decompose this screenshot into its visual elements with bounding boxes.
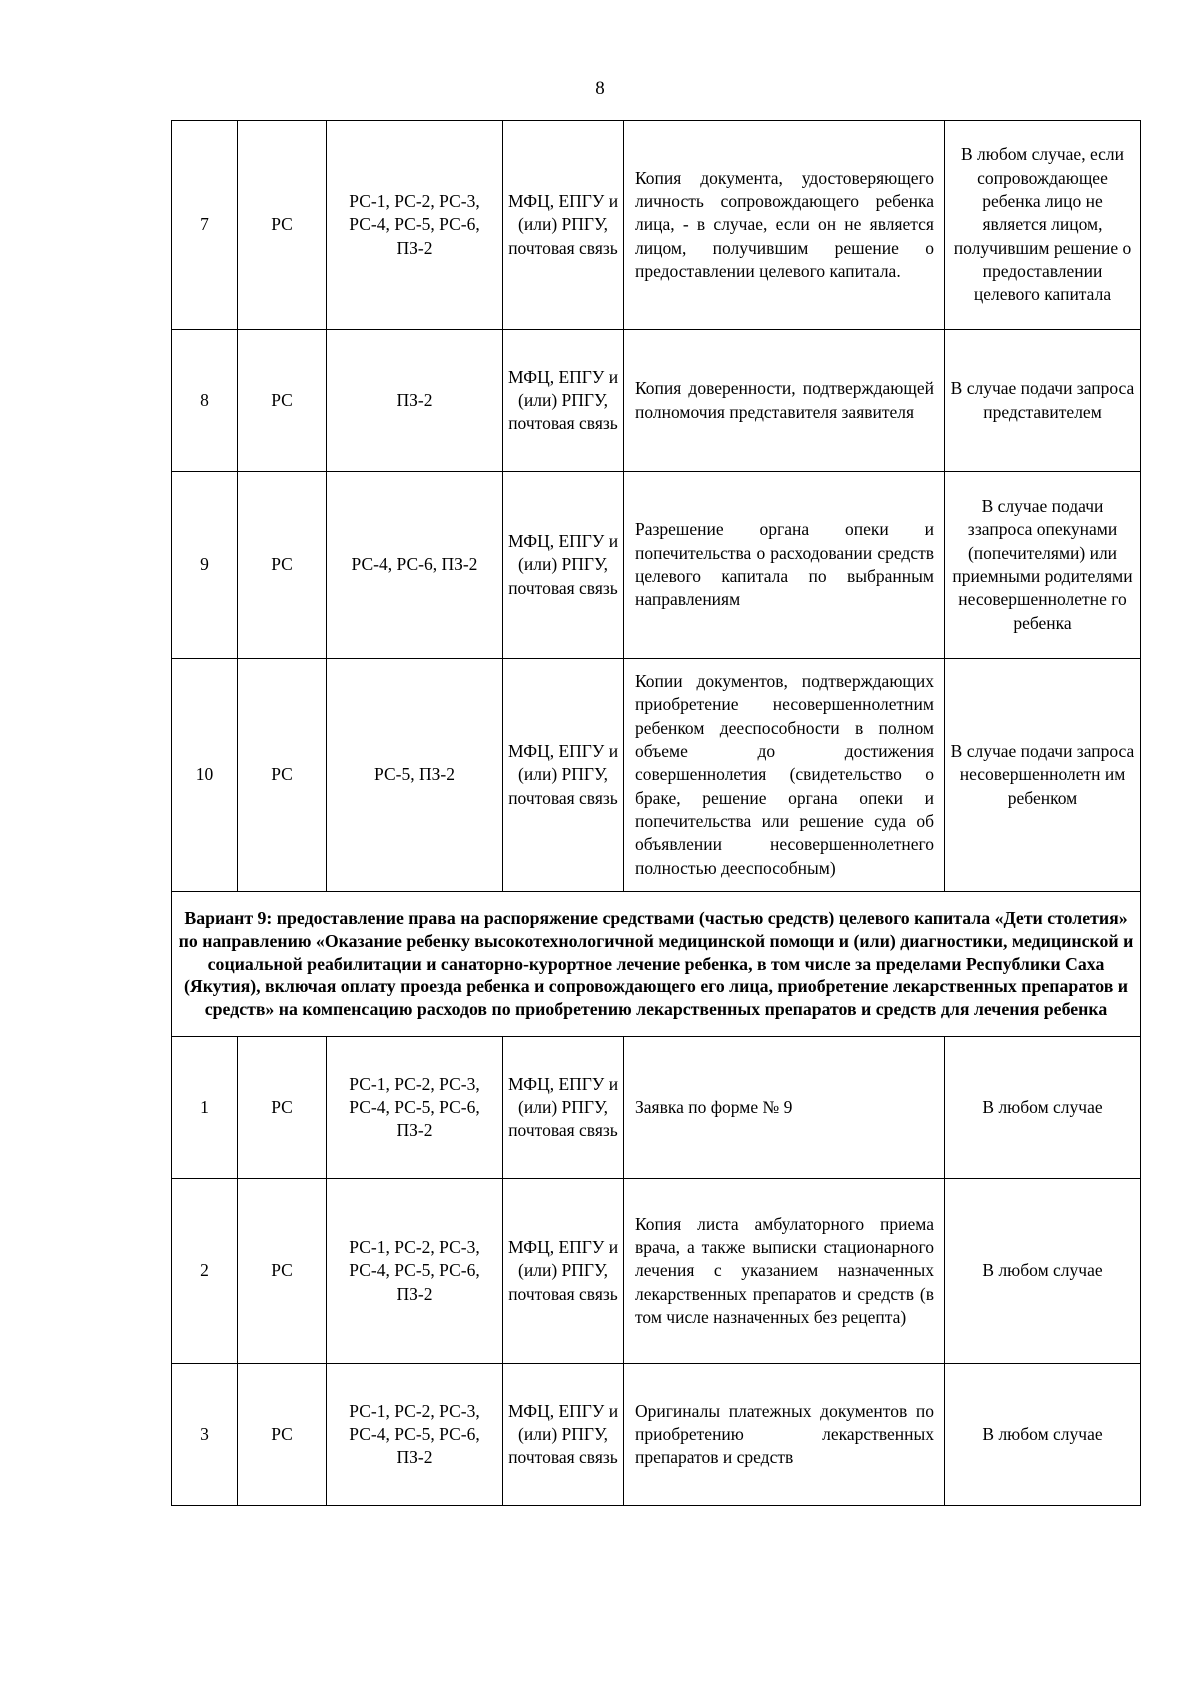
- section-header-row: [172, 892, 1141, 1037]
- row-number: 1: [172, 1037, 238, 1179]
- applicant-category: РС: [238, 121, 327, 330]
- submission-condition: В любом случае: [945, 1179, 1141, 1364]
- table-row: [172, 659, 1141, 892]
- applicant-codes: РС-1, РС-2, РС-3, РС-4, РС-5, РС-6, ПЗ-2: [327, 1179, 503, 1364]
- applicant-category: РС: [238, 330, 327, 472]
- applicant-category: РС: [238, 1179, 327, 1364]
- applicant-codes: РС-1, РС-2, РС-3, РС-4, РС-5, РС-6, ПЗ-2: [327, 121, 503, 330]
- submission-condition: В любом случае: [945, 1037, 1141, 1179]
- submission-channel: МФЦ, ЕПГУ и (или) РПГУ, почтовая связь: [503, 1364, 624, 1506]
- table-row: [172, 1364, 1141, 1506]
- submission-channel: МФЦ, ЕПГУ и (или) РПГУ, почтовая связь: [503, 1037, 624, 1179]
- submission-condition: В любом случае, если сопровождающее ребенка лицо не является лицом, получившим решение о предоставлении целевого капитала: [945, 121, 1141, 330]
- applicant-category: РС: [238, 1037, 327, 1179]
- document-description: Копии документов, подтверждающих приобретение несовершеннолетним ребенком дееспособности в полном объеме до достижения совершеннолетия (свидетельство о браке, решение органа опеки и попечительства или решение суда об объявлении несовершеннолетнего полностью дееспособным): [624, 659, 945, 892]
- document-description: Копия листа амбулаторного приема врача, а также выписки стационарного лечения с указанием назначенных лекарственных препаратов и средств (в том числе назначенных без рецепта): [624, 1179, 945, 1364]
- submission-channel: МФЦ, ЕПГУ и (или) РПГУ, почтовая связь: [503, 472, 624, 659]
- applicant-codes: РС-1, РС-2, РС-3, РС-4, РС-5, РС-6, ПЗ-2: [327, 1037, 503, 1179]
- row-number: 7: [172, 121, 238, 330]
- table-row: [172, 330, 1141, 472]
- documents-table: [171, 120, 1141, 1506]
- row-number: 2: [172, 1179, 238, 1364]
- row-number: 8: [172, 330, 238, 472]
- variant-section-title: Вариант 9: предоставление права на распоряжение средствами (частью средств) целевого капитала «Дети столетия» по направлению «Оказание ребенку высокотехнологичной медицинской помощи и (или) диагностики, медицинской и социальной реабилитации и санаторно-курортное лечение ребенка, в том числе за пределами Республики Саха (Якутия), включая оплату проезда ребенка и сопровождающего его лица, приобретение лекарственных препаратов и средств» на компенсацию расходов по приобретению лекарственных препаратов и средств для лечения ребенка: [172, 892, 1141, 1037]
- submission-condition: В любом случае: [945, 1364, 1141, 1506]
- table-row: [172, 1179, 1141, 1364]
- document-description: Оригиналы платежных документов по приобретению лекарственных препаратов и средств: [624, 1364, 945, 1506]
- document-description: Копия документа, удостоверяющего личность сопровождающего ребенка лица, - в случае, если он не является лицом, получившим решение о предоставлении целевого капитала.: [624, 121, 945, 330]
- submission-channel: МФЦ, ЕПГУ и (или) РПГУ, почтовая связь: [503, 1179, 624, 1364]
- applicant-category: РС: [238, 472, 327, 659]
- applicant-codes: РС-4, РС-6, ПЗ-2: [327, 472, 503, 659]
- table-row: [172, 1037, 1141, 1179]
- table-row: [172, 121, 1141, 330]
- row-number: 3: [172, 1364, 238, 1506]
- document-description: Разрешение органа опеки и попечительства о расходовании средств целевого капитала по выбранным направлениям: [624, 472, 945, 659]
- document-description: Копия доверенности, подтверждающей полномочия представителя заявителя: [624, 330, 945, 472]
- applicant-category: РС: [238, 659, 327, 892]
- applicant-codes: РС-1, РС-2, РС-3, РС-4, РС-5, РС-6, ПЗ-2: [327, 1364, 503, 1506]
- submission-condition: В случае подачи ззапроса опекунами (попечителями) или приемными родителями несовершеннолетне го ребенка: [945, 472, 1141, 659]
- submission-condition: В случае подачи запроса несовершеннолетн им ребенком: [945, 659, 1141, 892]
- submission-channel: МФЦ, ЕПГУ и (или) РПГУ, почтовая связь: [503, 659, 624, 892]
- table-row: [172, 472, 1141, 659]
- document-description: Заявка по форме № 9: [624, 1037, 945, 1179]
- submission-condition: В случае подачи запроса представителем: [945, 330, 1141, 472]
- applicant-codes: РС-5, ПЗ-2: [327, 659, 503, 892]
- row-number: 10: [172, 659, 238, 892]
- applicant-codes: ПЗ-2: [327, 330, 503, 472]
- applicant-category: РС: [238, 1364, 327, 1506]
- submission-channel: МФЦ, ЕПГУ и (или) РПГУ, почтовая связь: [503, 121, 624, 330]
- submission-channel: МФЦ, ЕПГУ и (или) РПГУ, почтовая связь: [503, 330, 624, 472]
- page-number: 8: [595, 78, 605, 99]
- row-number: 9: [172, 472, 238, 659]
